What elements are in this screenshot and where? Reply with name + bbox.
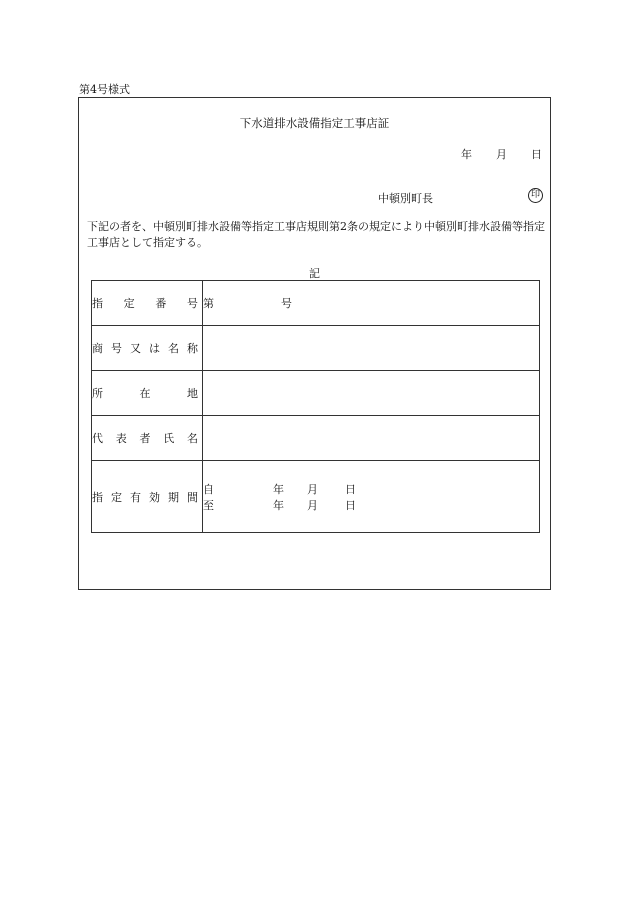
issuer-name: 中頓別町長 [378, 192, 433, 205]
value-trade-name [203, 326, 540, 371]
designation-prefix: 第 [203, 297, 214, 310]
details-table [91, 280, 540, 533]
date-month: 月 [496, 148, 507, 161]
seal-mark: 印 [528, 188, 543, 203]
row-representative [92, 416, 540, 461]
form-number: 第4号様式 [79, 83, 130, 96]
period-from-year: 年 [273, 482, 284, 496]
value-designation-number [203, 281, 540, 326]
period-to-day: 日 [345, 498, 356, 512]
value-location [203, 371, 540, 416]
period-from-month: 月 [307, 482, 318, 496]
row-designation-number [92, 281, 540, 326]
body-text: 下記の者を、中頓別町排水設備等指定工事店規則第2条の規定により中頓別町排水設備等指定工事店として指定する。 [87, 220, 545, 249]
value-validity-period [203, 461, 540, 533]
date-day: 日 [531, 148, 542, 161]
label-designation-number: 指 定 番 号 [92, 281, 203, 326]
ki-heading: 記 [309, 267, 320, 280]
certificate-frame [78, 97, 551, 590]
designation-suffix: 号 [281, 297, 292, 310]
row-location [92, 371, 540, 416]
period-from-day: 日 [345, 482, 356, 496]
label-location: 所 在 地 [92, 371, 203, 416]
period-to-line [203, 497, 539, 513]
label-validity-period: 指 定 有 効 期 間 [92, 461, 203, 533]
label-trade-name: 商 号 又 は 名 称 [92, 326, 203, 371]
period-to-month: 月 [307, 498, 318, 512]
period-from-line [203, 481, 539, 497]
period-to-label: 至 [203, 498, 214, 512]
value-representative [203, 416, 540, 461]
row-trade-name [92, 326, 540, 371]
row-validity-period [92, 461, 540, 533]
certificate-title: 下水道排水設備指定工事店証 [239, 116, 390, 130]
label-representative: 代 表 者 氏 名 [92, 416, 203, 461]
period-from-label: 自 [203, 482, 214, 496]
date-year: 年 [461, 148, 472, 161]
period-to-year: 年 [273, 498, 284, 512]
